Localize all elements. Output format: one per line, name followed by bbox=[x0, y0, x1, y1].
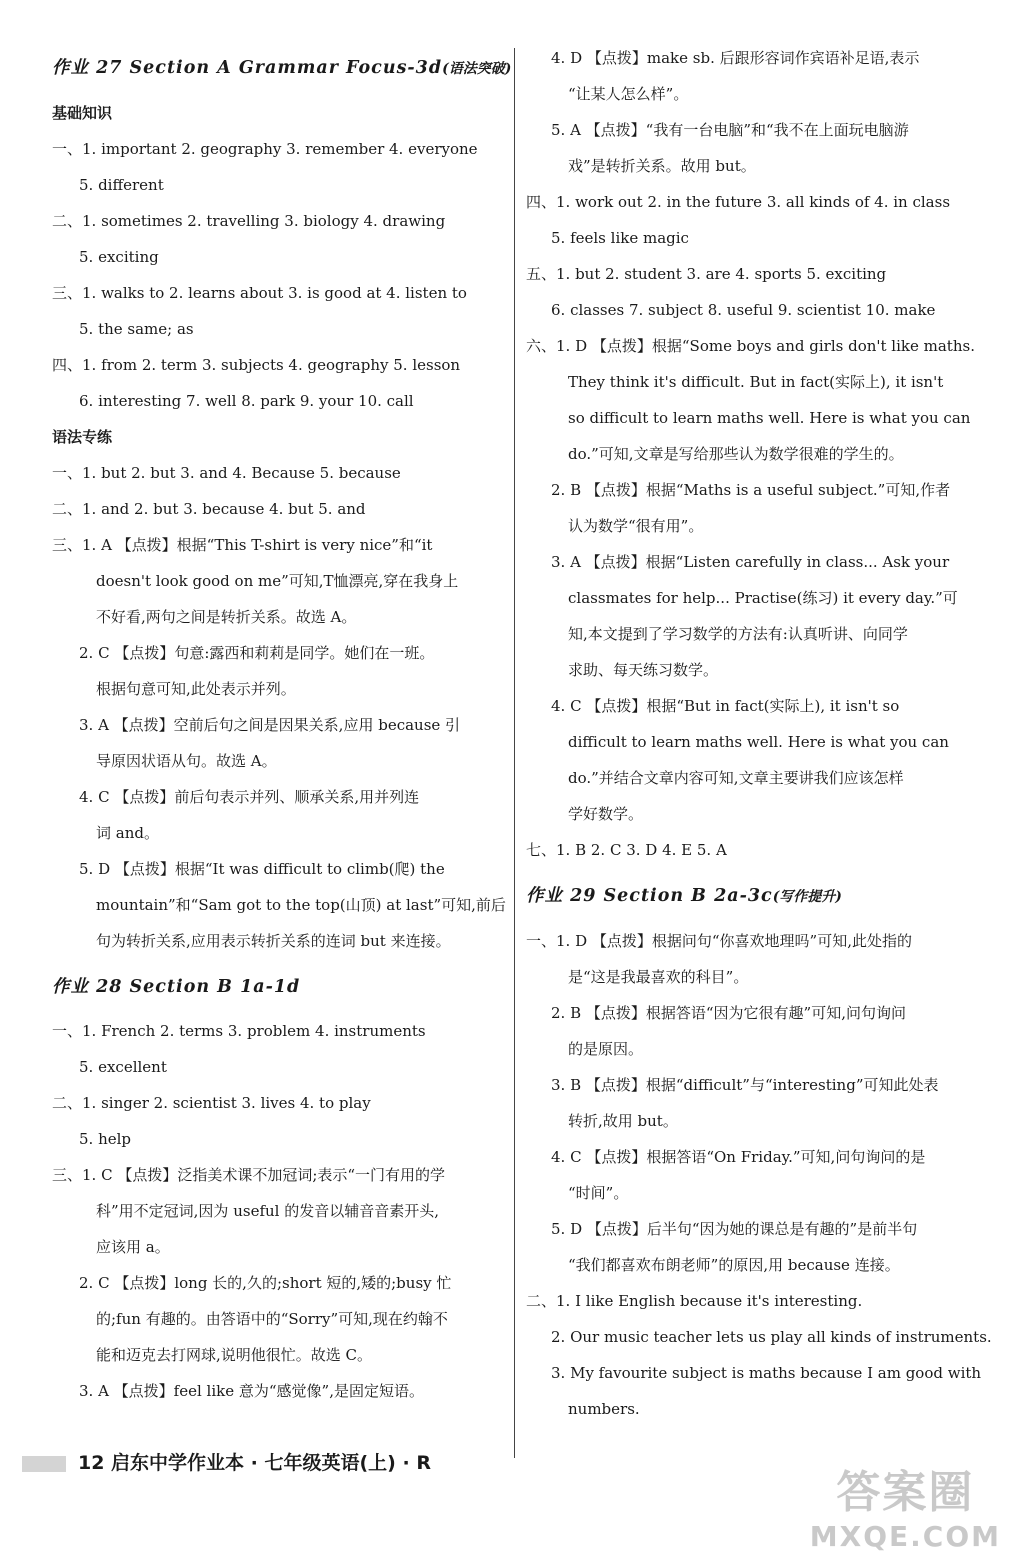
answer-line: 不好看,两句之间是转折关系。故选 A。 bbox=[96, 608, 357, 626]
homework-27-tag: (语法突破) bbox=[442, 61, 512, 77]
answer-line: 转折,故用 but。 bbox=[568, 1112, 678, 1130]
homework-27-title: 作业 27 Section A Grammar Focus-3d(语法突破) bbox=[52, 58, 512, 78]
answer-line: 导原因状语从句。故选 A。 bbox=[96, 752, 277, 770]
watermark-url: MXQE.COM bbox=[809, 1520, 1001, 1553]
section-heading-basics: 基础知识 bbox=[52, 104, 113, 122]
answer-line: 5. feels like magic bbox=[551, 229, 689, 247]
answer-line: 词 and。 bbox=[96, 824, 159, 842]
footer-tab-decoration bbox=[22, 1456, 66, 1472]
answer-line: difficult to learn maths well. Here is what you can bbox=[568, 733, 949, 751]
answer-line: They think it's difficult. But in fact(实际上), it isn't bbox=[568, 373, 944, 391]
answer-line: 3. A 【点拨】feel like 意为“感觉像”,是固定短语。 bbox=[79, 1382, 424, 1400]
answer-line: 2. B 【点拨】根据答语“因为它很有趣”可知,问句询问 bbox=[551, 1004, 906, 1022]
answer-line: do.”可知,文章是写给那些认为数学很难的学生的。 bbox=[568, 445, 904, 463]
answer-line: 二、1. singer 2. scientist 3. lives 4. to play bbox=[52, 1094, 371, 1112]
watermark-logo bbox=[810, 1456, 1001, 1553]
answer-line: 能和迈克去打网球,说明他很忙。故选 C。 bbox=[96, 1346, 373, 1364]
answer-line: 的是原因。 bbox=[568, 1040, 644, 1058]
answer-line: 5. D 【点拨】后半句“因为她的课总是有趣的”是前半句 bbox=[551, 1220, 918, 1238]
column-divider bbox=[514, 48, 515, 1458]
answer-line: 科”用不定冠词,因为 useful 的发音以辅音音素开头, bbox=[96, 1202, 439, 1220]
answer-line: 戏”是转折关系。故用 but。 bbox=[568, 157, 756, 175]
answer-line: 根据句意可知,此处表示并列。 bbox=[96, 680, 296, 698]
answer-line: 的;fun 有趣的。由答语中的“Sorry”可知,现在约翰不 bbox=[96, 1310, 448, 1328]
answer-line: 四、1. from 2. term 3. subjects 4. geography 5. lesson bbox=[52, 356, 461, 374]
answer-line: 三、1. A 【点拨】根据“This T-shirt is very nice”和“it bbox=[52, 536, 433, 554]
answer-line: 一、1. French 2. terms 3. problem 4. instruments bbox=[52, 1022, 426, 1040]
answer-line: 知,本文提到了学习数学的方法有:认真听讲、向同学 bbox=[568, 625, 908, 643]
answer-line: 认为数学“很有用”。 bbox=[568, 517, 704, 535]
homework-29-title: 作业 29 Section B 2a-3c(写作提升) bbox=[526, 886, 842, 906]
answer-line: 5. the same; as bbox=[79, 320, 194, 338]
answer-line: 5. A 【点拨】“我有一台电脑”和“我不在上面玩电脑游 bbox=[551, 121, 909, 139]
answer-line: 2. Our music teacher lets us play all kinds of instruments. bbox=[551, 1328, 992, 1346]
answer-line: 4. D 【点拨】make sb. 后跟形容词作宾语补足语,表示 bbox=[551, 49, 920, 67]
answer-line: 应该用 a。 bbox=[96, 1238, 170, 1256]
answer-line: 七、1. B 2. C 3. D 4. E 5. A bbox=[526, 841, 727, 859]
answer-line: so difficult to learn maths well. Here is what you can bbox=[568, 409, 971, 427]
footer-text: 12 启东中学作业本 · 七年级英语(上) · R bbox=[78, 1452, 431, 1474]
answer-line: 一、1. important 2. geography 3. remember 4. everyone bbox=[52, 140, 478, 158]
answer-line: 6. classes 7. subject 8. useful 9. scientist 10. make bbox=[551, 301, 936, 319]
answer-line: 求助、每天练习数学。 bbox=[568, 661, 719, 679]
answer-line: “让某人怎么样”。 bbox=[568, 85, 689, 103]
answer-line: 3. My favourite subject is maths because I am good with bbox=[551, 1364, 982, 1382]
answer-line: “时间”。 bbox=[568, 1184, 629, 1202]
answer-line: 三、1. C 【点拨】泛指美术课不加冠词;表示“一门有用的学 bbox=[52, 1166, 446, 1184]
answer-line: 5. help bbox=[79, 1130, 132, 1148]
answer-line: 句为转折关系,应用表示转折关系的连词 but 来连接。 bbox=[96, 932, 451, 950]
page-footer bbox=[22, 1448, 431, 1475]
answer-line: 四、1. work out 2. in the future 3. all kinds of 4. in class bbox=[526, 193, 951, 211]
answer-line: 2. C 【点拨】long 长的,久的;short 短的,矮的;busy 忙 bbox=[79, 1274, 452, 1292]
answer-line: 三、1. walks to 2. learns about 3. is good at 4. listen to bbox=[52, 284, 467, 302]
answer-line: 二、1. and 2. but 3. because 4. but 5. and bbox=[52, 500, 366, 518]
answer-line: doesn't look good on me”可知,T恤漂亮,穿在我身上 bbox=[96, 572, 459, 590]
answer-line: 一、1. D 【点拨】根据问句“你喜欢地理吗”可知,此处指的 bbox=[526, 932, 912, 950]
answer-line: 3. A 【点拨】根据“Listen carefully in class... Ask your bbox=[551, 553, 950, 571]
answer-line: 5. D 【点拨】根据“It was difficult to climb(爬) the bbox=[79, 860, 445, 878]
right-column bbox=[526, 40, 992, 1427]
answer-line: 2. C 【点拨】句意:露西和莉莉是同学。她们在一班。 bbox=[79, 644, 435, 662]
answer-line: numbers. bbox=[568, 1400, 640, 1418]
answer-line: 4. C 【点拨】根据“But in fact(实际上), it isn't so bbox=[551, 697, 900, 715]
homework-29-tag: (写作提升) bbox=[772, 889, 842, 905]
answer-line: classmates for help... Practise(练习) it every day.”可 bbox=[568, 589, 958, 607]
answer-line: 五、1. but 2. student 3. are 4. sports 5. exciting bbox=[526, 265, 887, 283]
answer-line: 二、1. I like English because it's interesting. bbox=[526, 1292, 863, 1310]
section-heading-grammar: 语法专练 bbox=[52, 428, 113, 446]
answer-line: 6. interesting 7. well 8. park 9. your 10. call bbox=[79, 392, 414, 410]
answer-line: 5. excellent bbox=[79, 1058, 167, 1076]
answer-line: 5. exciting bbox=[79, 248, 159, 266]
answer-line: 学好数学。 bbox=[568, 805, 644, 823]
watermark-text: 答案圈 bbox=[836, 1467, 975, 1518]
answer-line: 4. C 【点拨】前后句表示并列、顺承关系,用并列连 bbox=[79, 788, 420, 806]
answer-line: 2. B 【点拨】根据“Maths is a useful subject.”可知,作者 bbox=[551, 481, 951, 499]
answer-line: “我们都喜欢布朗老师”的原因,用 because 连接。 bbox=[568, 1256, 900, 1274]
answer-line: 二、1. sometimes 2. travelling 3. biology 4. drawing bbox=[52, 212, 446, 230]
homework-28-title: 作业 28 Section B 1a-1d bbox=[52, 977, 301, 997]
answer-line: 六、1. D 【点拨】根据“Some boys and girls don't like maths. bbox=[526, 337, 975, 355]
answer-line: mountain”和“Sam got to the top(山顶) at last”可知,前后 bbox=[96, 896, 506, 914]
answer-line: 一、1. but 2. but 3. and 4. Because 5. because bbox=[52, 464, 401, 482]
answer-line: 5. different bbox=[79, 176, 164, 194]
left-column bbox=[52, 40, 512, 1409]
answer-line: do.”并结合文章内容可知,文章主要讲我们应该怎样 bbox=[568, 769, 904, 787]
answer-line: 是“这是我最喜欢的科目”。 bbox=[568, 968, 749, 986]
answer-line: 3. B 【点拨】根据“difficult”与“interesting”可知此处表 bbox=[551, 1076, 939, 1094]
answer-line: 3. A 【点拨】空前后句之间是因果关系,应用 because 引 bbox=[79, 716, 461, 734]
answer-line: 4. C 【点拨】根据答语“On Friday.”可知,问句询问的是 bbox=[551, 1148, 926, 1166]
